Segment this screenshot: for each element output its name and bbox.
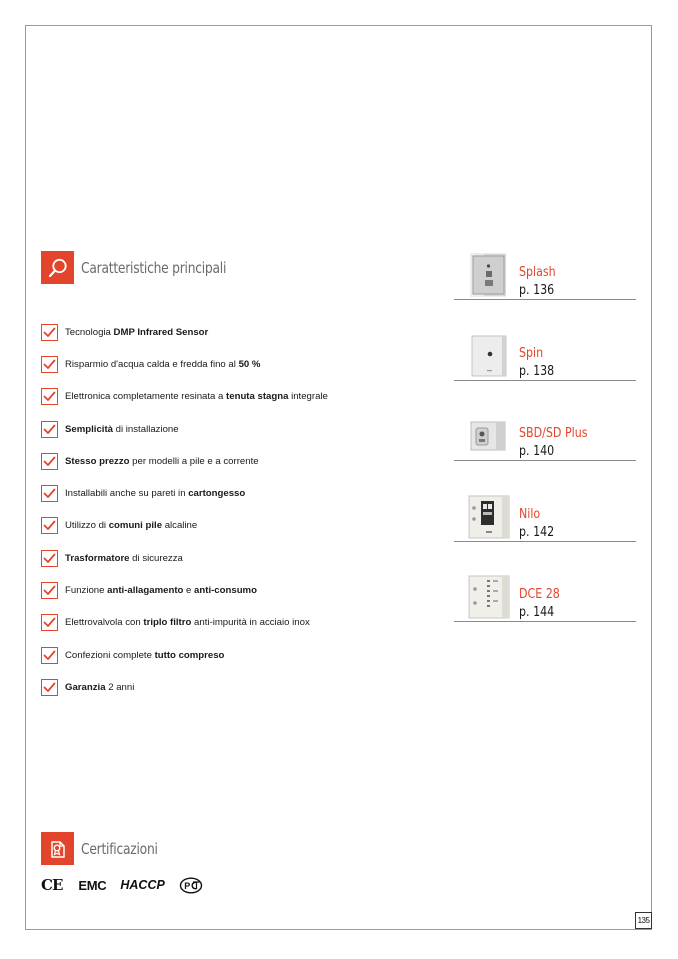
feature-item xyxy=(41,316,421,348)
search-icon xyxy=(41,251,74,284)
product-page-ref: p. 136 xyxy=(519,282,555,298)
certification-logos xyxy=(41,876,203,894)
feature-text xyxy=(65,520,197,531)
feature-item xyxy=(41,542,421,574)
feature-text-bold: tenuta stagna xyxy=(226,391,289,403)
products-list xyxy=(454,251,636,654)
feature-item xyxy=(41,671,421,703)
feature-text xyxy=(65,617,310,628)
feature-item xyxy=(41,445,421,477)
feature-text xyxy=(65,456,259,467)
feature-text-part: alcaline xyxy=(162,520,198,532)
product-divider xyxy=(454,460,636,461)
feature-text xyxy=(65,327,208,338)
check-icon xyxy=(41,614,58,631)
product-page-ref: p. 142 xyxy=(519,523,555,540)
check-icon xyxy=(41,485,58,502)
product-image xyxy=(468,414,510,458)
feature-item xyxy=(41,607,421,639)
certificate-icon xyxy=(41,832,74,865)
feature-text-bold: tutto compreso xyxy=(154,649,225,661)
feature-text xyxy=(65,585,257,596)
product-page-ref: p. 144 xyxy=(519,604,555,620)
feature-item xyxy=(41,477,421,509)
check-icon xyxy=(41,453,58,470)
feature-text-part: Elettronica completamente resinata a xyxy=(65,391,227,403)
product-name: Nilo xyxy=(519,505,541,522)
feature-text-bold: Semplicità xyxy=(65,423,113,435)
check-icon xyxy=(41,356,58,373)
product-sbd xyxy=(454,412,636,493)
feature-text xyxy=(65,682,134,693)
feature-text xyxy=(65,391,328,402)
feature-text-part: di installazione xyxy=(113,423,179,435)
product-name: Spin xyxy=(519,344,544,361)
feature-text-part: per modelli a pile e a corrente xyxy=(129,455,259,467)
pct-logo xyxy=(179,877,203,894)
feature-text-bold: 50 % xyxy=(238,358,261,370)
feature-text-bold: DMP Infrared Sensor xyxy=(113,326,209,338)
feature-item xyxy=(41,574,421,606)
feature-item xyxy=(41,381,421,413)
product-page-ref: p. 140 xyxy=(519,443,555,459)
feature-item xyxy=(41,510,421,542)
check-icon xyxy=(41,421,58,438)
emc-logo: EMC xyxy=(78,877,107,893)
feature-text xyxy=(65,488,245,499)
product-image xyxy=(468,495,510,539)
features-header xyxy=(41,251,258,284)
feature-text-part: Utilizzo di xyxy=(65,520,109,532)
feature-text-part: 2 anni xyxy=(105,681,135,693)
feature-text-part: integrale xyxy=(288,391,328,403)
feature-text-part: di sicurezza xyxy=(129,552,183,564)
features-list xyxy=(41,316,421,704)
page-number: 135 xyxy=(635,912,652,929)
feature-item xyxy=(41,639,421,671)
feature-text-bold: cartongesso xyxy=(188,488,246,500)
feature-item xyxy=(41,413,421,445)
feature-text-part: Elettrovalvola con xyxy=(65,617,144,629)
check-icon xyxy=(41,550,58,567)
product-dce xyxy=(454,573,636,654)
feature-text-bold: comuni pile xyxy=(108,520,163,532)
product-image xyxy=(468,575,510,619)
feature-text-bold: Garanzia xyxy=(65,681,106,693)
check-icon xyxy=(41,324,58,341)
product-splash xyxy=(454,251,636,332)
feature-text-part: anti-impurità in acciaio inox xyxy=(191,617,310,629)
haccp-logo: HACCP xyxy=(120,878,165,892)
svg-text:P: P xyxy=(184,880,191,891)
feature-text-part: Funzione xyxy=(65,585,108,597)
check-icon xyxy=(41,388,58,405)
product-name: DCE 28 xyxy=(519,586,560,602)
product-image xyxy=(468,253,510,297)
product-divider xyxy=(454,380,636,381)
product-name: SBD/SD Plus xyxy=(519,425,588,441)
feature-text xyxy=(65,650,224,661)
product-name: Splash xyxy=(519,264,556,280)
feature-text-part: Installabili anche su pareti in xyxy=(65,488,189,500)
feature-text xyxy=(65,359,260,370)
check-icon xyxy=(41,582,58,599)
feature-item xyxy=(41,348,421,380)
check-icon xyxy=(41,517,58,534)
product-image xyxy=(468,334,510,378)
feature-text-part: Confezioni complete xyxy=(65,649,155,661)
feature-text-bold: anti-consumo xyxy=(194,585,257,597)
certifications-title: Certificazioni xyxy=(81,839,158,858)
feature-text xyxy=(65,424,179,435)
feature-text-part: Risparmio d'acqua calda e fredda fino al xyxy=(65,358,239,370)
feature-text-bold: triplo filtro xyxy=(143,617,192,629)
feature-text-bold: Stesso prezzo xyxy=(65,455,130,467)
feature-text-bold: Trasformatore xyxy=(65,552,130,564)
product-spin xyxy=(454,332,636,413)
product-divider xyxy=(454,621,636,622)
product-page-ref: p. 138 xyxy=(519,362,555,379)
feature-text-part: e xyxy=(183,585,195,597)
certifications-header xyxy=(41,832,175,865)
product-divider xyxy=(454,299,636,300)
feature-text xyxy=(65,553,183,564)
features-title: Caratteristiche principali xyxy=(81,258,227,277)
check-icon xyxy=(41,647,58,664)
ce-logo: CE xyxy=(41,876,63,894)
check-icon xyxy=(41,679,58,696)
product-divider xyxy=(454,541,636,542)
product-nilo xyxy=(454,493,636,574)
feature-text-bold: anti-allagamento xyxy=(107,585,184,597)
feature-text-part: Tecnologia xyxy=(65,326,114,338)
